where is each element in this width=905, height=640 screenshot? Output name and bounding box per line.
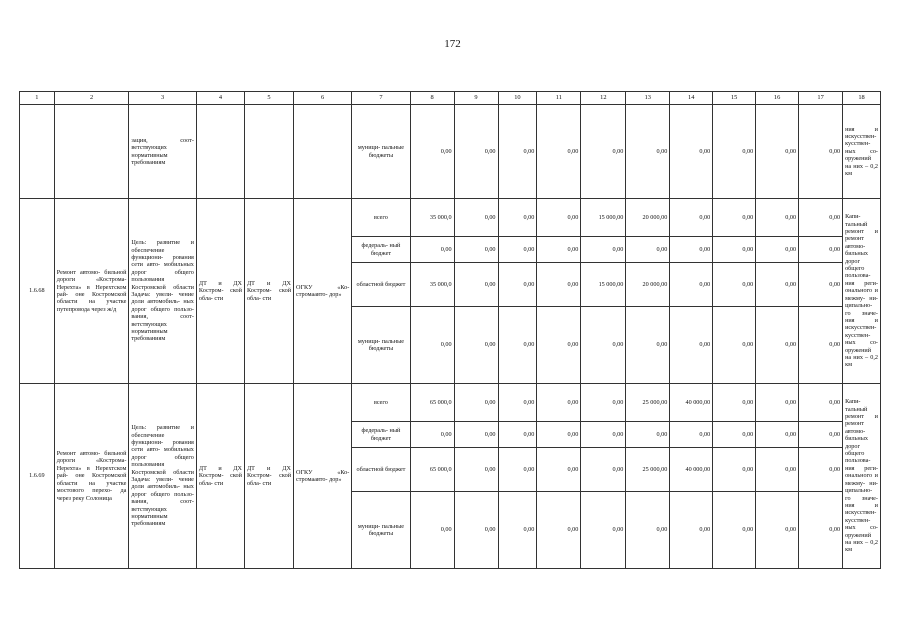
executor-cell — [196, 105, 244, 199]
amount-cell: 20 000,00 — [626, 263, 670, 307]
amount-cell: 0,00 — [626, 307, 670, 384]
amount-cell: 0,00 — [537, 263, 581, 307]
amount-cell: 0,00 — [454, 263, 498, 307]
funding-source-cell: федераль- ный бюджет — [352, 422, 410, 448]
amount-cell: 0,00 — [498, 199, 537, 237]
amount-cell: 0,00 — [498, 307, 537, 384]
amount-cell: 40 000,00 — [670, 384, 713, 422]
funding-source-cell: всего — [352, 384, 410, 422]
funding-row — [20, 199, 881, 237]
executor-cell: ДТ и ДХ Костром- ской обла- сти — [196, 199, 244, 384]
amount-cell: 0,00 — [498, 105, 537, 199]
amount-cell: 0,00 — [626, 105, 670, 199]
column-number: 4 — [196, 92, 244, 105]
executor-cell: ДТ и ДХ Костром- ской обла- сти — [196, 384, 244, 569]
item-name-cell — [54, 105, 129, 199]
amount-cell: 0,00 — [537, 307, 581, 384]
amount-cell: 0,00 — [713, 199, 756, 237]
column-number: 7 — [352, 92, 410, 105]
column-number: 16 — [756, 92, 799, 105]
goal-cell: зация, соот- ветствующих нормативным требованиям — [129, 105, 196, 199]
amount-cell: 0,00 — [670, 307, 713, 384]
funding-source-cell: муници- пальные бюджеты — [352, 307, 410, 384]
amount-cell: 15 000,00 — [581, 199, 626, 237]
amount-cell: 0,00 — [670, 237, 713, 263]
column-number: 18 — [843, 92, 881, 105]
executor-cell — [294, 105, 352, 199]
amount-cell: 0,00 — [581, 492, 626, 569]
funding-source-cell: всего — [352, 199, 410, 237]
amount-cell: 0,00 — [581, 448, 626, 492]
continuation-row — [20, 105, 881, 199]
item-name-cell: Ремонт автомо- бильной дороги «Кострома- Нерехта» в Нерехтском рай- оне Костромской области на участке путепровода через ж/д — [54, 199, 129, 384]
amount-cell: 0,00 — [756, 448, 799, 492]
amount-cell: 0,00 — [454, 448, 498, 492]
column-number: 17 — [799, 92, 843, 105]
amount-cell: 0,00 — [537, 422, 581, 448]
column-number: 11 — [537, 92, 581, 105]
column-number: 12 — [581, 92, 626, 105]
amount-cell: 0,00 — [756, 237, 799, 263]
column-number: 5 — [244, 92, 293, 105]
amount-cell: 0,00 — [410, 422, 454, 448]
amount-cell: 0,00 — [498, 422, 537, 448]
page-number: 172 — [444, 38, 461, 50]
executor-cell: ОГКУ «Ко- стромаавто- дор» — [294, 199, 352, 384]
amount-cell: 0,00 — [537, 384, 581, 422]
column-number: 14 — [670, 92, 713, 105]
amount-cell: 0,00 — [581, 307, 626, 384]
amount-cell: 0,00 — [626, 492, 670, 569]
amount-cell: 0,00 — [410, 492, 454, 569]
amount-cell: 0,00 — [498, 384, 537, 422]
amount-cell: 0,00 — [713, 422, 756, 448]
amount-cell: 0,00 — [713, 237, 756, 263]
amount-cell: 0,00 — [670, 105, 713, 199]
amount-cell: 0,00 — [713, 448, 756, 492]
funding-row — [20, 384, 881, 422]
amount-cell: 0,00 — [454, 384, 498, 422]
funding-source-cell: муници- пальные бюджеты — [352, 105, 410, 199]
executor-cell — [244, 105, 293, 199]
amount-cell: 0,00 — [626, 422, 670, 448]
amount-cell: 0,00 — [799, 422, 843, 448]
amount-cell: 0,00 — [756, 422, 799, 448]
amount-cell: 0,00 — [410, 307, 454, 384]
amount-cell: 0,00 — [756, 199, 799, 237]
amount-cell: 0,00 — [626, 237, 670, 263]
amount-cell: 0,00 — [799, 263, 843, 307]
amount-cell: 0,00 — [581, 237, 626, 263]
amount-cell: 0,00 — [713, 105, 756, 199]
amount-cell: 0,00 — [537, 199, 581, 237]
amount-cell: 0,00 — [756, 307, 799, 384]
amount-cell: 0,00 — [454, 237, 498, 263]
amount-cell: 65 000,0 — [410, 448, 454, 492]
column-number: 6 — [294, 92, 352, 105]
amount-cell: 0,00 — [670, 492, 713, 569]
column-number: 3 — [129, 92, 196, 105]
column-number: 13 — [626, 92, 670, 105]
goal-cell: Цель: развитие и обеспечение функциони- рования сети авто- мобильных дорог общего пользования Костромской области Задача: увели- чение доли автомобиль- ных дорог общего пользо- вания, соот- ветствующих нормативным требованиям — [129, 199, 196, 384]
amount-cell: 0,00 — [537, 492, 581, 569]
amount-cell: 0,00 — [498, 448, 537, 492]
amount-cell: 0,00 — [799, 384, 843, 422]
executor-cell: ДТ и ДХ Костром- ской обла- сти — [244, 384, 293, 569]
amount-cell: 0,00 — [581, 384, 626, 422]
amount-cell: 0,00 — [410, 237, 454, 263]
amount-cell: 65 000,0 — [410, 384, 454, 422]
amount-cell: 35 000,0 — [410, 199, 454, 237]
column-number: 10 — [498, 92, 537, 105]
amount-cell: 0,00 — [498, 237, 537, 263]
amount-cell: 0,00 — [537, 448, 581, 492]
amount-cell: 25 000,00 — [626, 384, 670, 422]
item-number-cell: 1.6.69 — [20, 384, 55, 569]
column-number: 15 — [713, 92, 756, 105]
amount-cell: 0,00 — [713, 384, 756, 422]
amount-cell: 15 000,00 — [581, 263, 626, 307]
amount-cell: 0,00 — [410, 105, 454, 199]
amount-cell: 0,00 — [537, 105, 581, 199]
column-number: 2 — [54, 92, 129, 105]
amount-cell: 35 000,0 — [410, 263, 454, 307]
amount-cell: 0,00 — [670, 199, 713, 237]
amount-cell: 0,00 — [799, 237, 843, 263]
amount-cell: 40 000,00 — [670, 448, 713, 492]
amount-cell: 0,00 — [756, 105, 799, 199]
goal-cell: Цель: развитие и обеспечение функциони- рования сети авто- мобильных дорог общего пользования Костромской области Задача: увели- чение доли автомобиль- ных дорог общего пользо- вания, соот- ветствующих нормативным требованиям — [129, 384, 196, 569]
amount-cell: 0,00 — [713, 263, 756, 307]
item-number-cell — [20, 105, 55, 199]
amount-cell: 0,00 — [799, 492, 843, 569]
result-cell: Капи- тальный ремонт и ремонт автомо- бильных дорог общего пользова- ния реги- онального и межму- ни- ципально- го значе- ния и искусствен- кусствен- ных со- оружений на них – 0,2 км — [843, 384, 881, 569]
amount-cell: 0,00 — [670, 263, 713, 307]
amount-cell: 0,00 — [756, 384, 799, 422]
amount-cell: 0,00 — [581, 422, 626, 448]
item-number-cell: 1.6.68 — [20, 199, 55, 384]
executor-cell: ОГКУ «Ко- стромаавто- дор» — [294, 384, 352, 569]
item-name-cell: Ремонт автомо- бильной дороги «Кострома- Нерехта» в Нерехтском рай- оне Костромской области на участке мостового перехо- да через реку Солоница — [54, 384, 129, 569]
funding-source-cell: федераль- ный бюджет — [352, 237, 410, 263]
amount-cell: 0,00 — [581, 105, 626, 199]
amount-cell: 20 000,00 — [626, 199, 670, 237]
amount-cell: 0,00 — [454, 199, 498, 237]
amount-cell: 0,00 — [756, 263, 799, 307]
amount-cell: 0,00 — [454, 307, 498, 384]
column-number: 1 — [20, 92, 55, 105]
amount-cell: 0,00 — [670, 422, 713, 448]
column-number: 9 — [454, 92, 498, 105]
amount-cell: 0,00 — [498, 263, 537, 307]
program-table — [19, 91, 881, 569]
amount-cell: 25 000,00 — [626, 448, 670, 492]
result-cell: Капи- тальный ремонт и ремонт автомо- бильных дорог общего пользова- ния реги- онального и межму- ни- ципально- го значе- ния и искусствен- кусствен- ных со- оружений на них – 0,2 км — [843, 199, 881, 384]
amount-cell: 0,00 — [454, 422, 498, 448]
funding-source-cell: областной бюджет — [352, 448, 410, 492]
column-number: 8 — [410, 92, 454, 105]
amount-cell: 0,00 — [799, 199, 843, 237]
column-number-row — [20, 92, 881, 105]
funding-source-cell: муници- пальные бюджеты — [352, 492, 410, 569]
amount-cell: 0,00 — [454, 492, 498, 569]
amount-cell: 0,00 — [713, 492, 756, 569]
funding-source-cell: областной бюджет — [352, 263, 410, 307]
amount-cell: 0,00 — [799, 105, 843, 199]
result-cell: ния и искусствен- кусствен- ных со- оружений на них – 0,2 км — [843, 105, 881, 199]
amount-cell: 0,00 — [713, 307, 756, 384]
amount-cell: 0,00 — [799, 448, 843, 492]
amount-cell: 0,00 — [498, 492, 537, 569]
amount-cell: 0,00 — [799, 307, 843, 384]
amount-cell: 0,00 — [756, 492, 799, 569]
amount-cell: 0,00 — [454, 105, 498, 199]
amount-cell: 0,00 — [537, 237, 581, 263]
executor-cell: ДТ и ДХ Костром- ской обла- сти — [244, 199, 293, 384]
